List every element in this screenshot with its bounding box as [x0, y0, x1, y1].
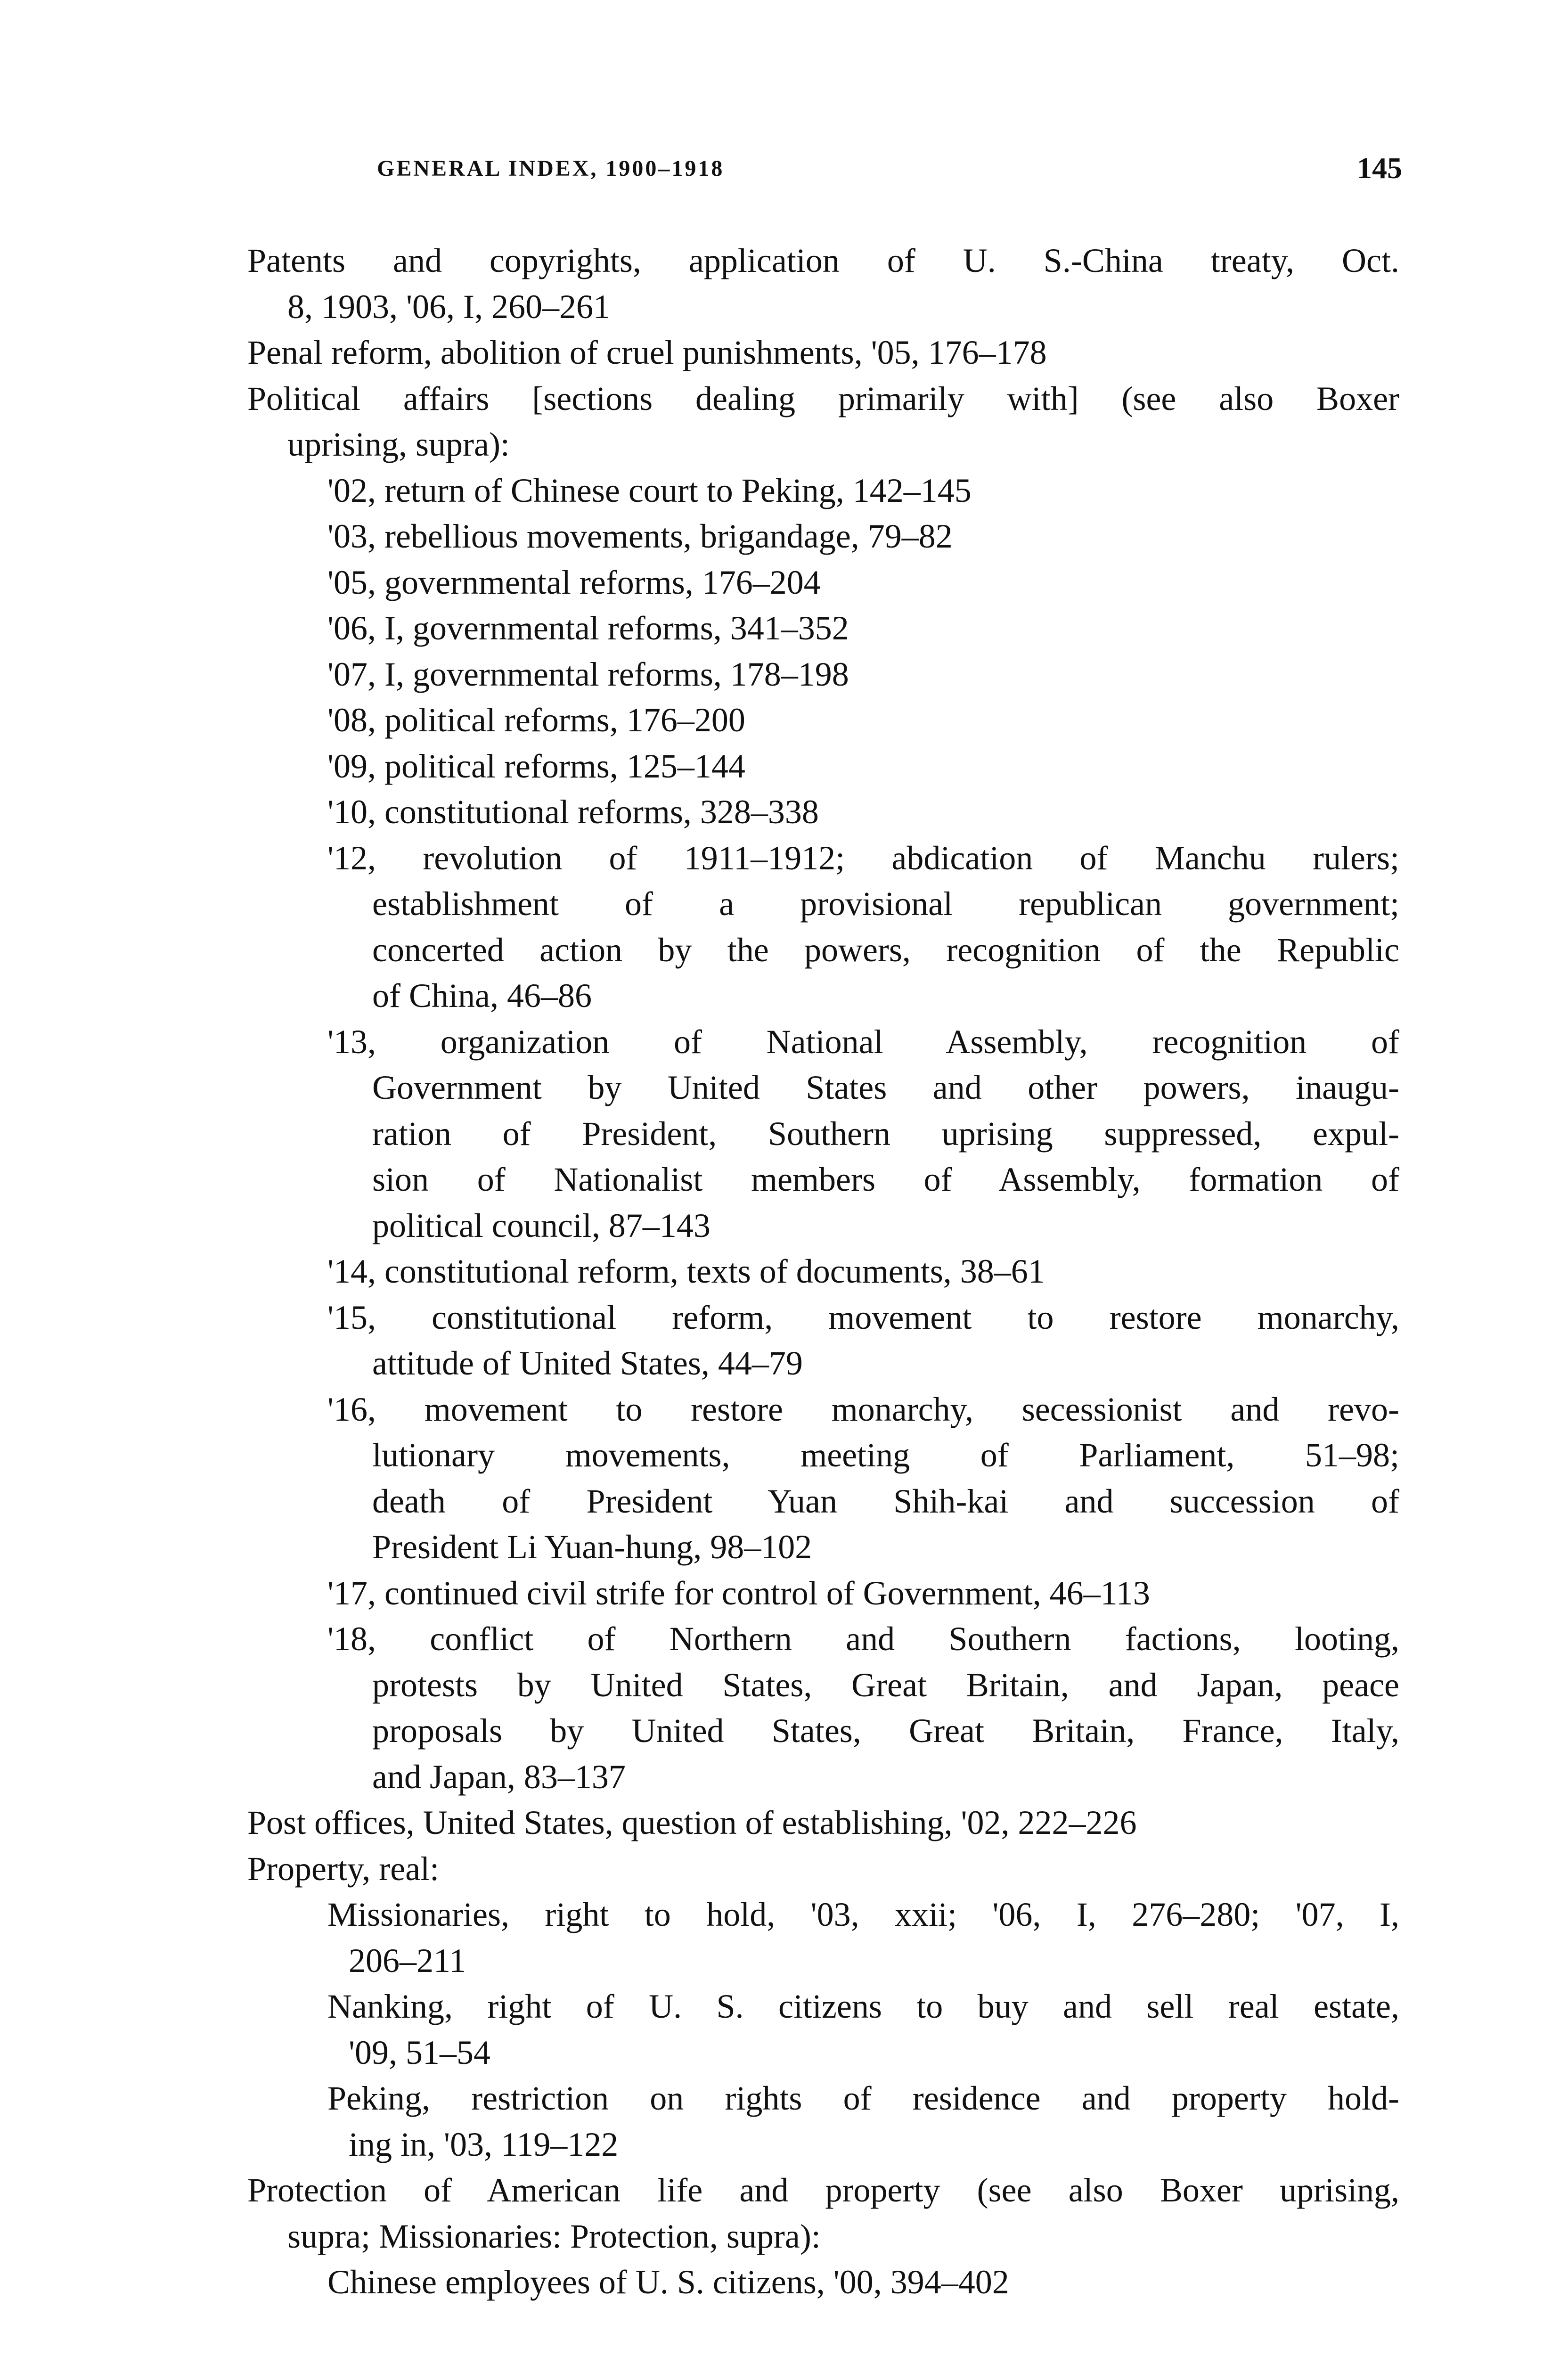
subentry-1906: '06, I, governmental reforms, 341–352: [327, 609, 849, 647]
subentry-missionaries-line-1: Missionaries, right to hold, '03, xxii; '06, I, 276–280; '07, I,: [327, 1896, 1399, 1933]
subentry-peking-line-2: ing in, '03, 119–122: [349, 2125, 619, 2163]
subentry-1917: '17, continued civil strife for control of Government, 46–113: [327, 1574, 1150, 1612]
entry-political-affairs-line-2: uprising, supra):: [287, 425, 510, 463]
subentry-1918-line-1: '18, conflict of Northern and Southern factions, looting,: [327, 1620, 1399, 1658]
running-head: GENERAL INDEX, 1900–1918: [377, 156, 725, 181]
subentry-nanking-line-2: '09, 51–54: [349, 2033, 490, 2071]
subentry-1914: '14, constitutional reform, texts of documents, 38–61: [327, 1252, 1045, 1290]
subentry-peking-line-1: Peking, restriction on rights of residence and property hold-: [327, 2079, 1399, 2117]
subentry-1918-line-3: proposals by United States, Great Britain, France, Italy,: [372, 1712, 1399, 1750]
entry-protection-line-2: supra; Missionaries: Protection, supra):: [287, 2217, 821, 2255]
subentry-1913-line-2: Government by United States and other powers, inaugu-: [372, 1069, 1399, 1106]
subentry-1915-line-2: attitude of United States, 44–79: [372, 1344, 803, 1382]
entry-patents-line-1: Patents and copyrights, application of U. S.-China treaty, Oct.: [247, 242, 1399, 279]
entry-patents-line-2: 8, 1903, '06, I, 260–261: [287, 287, 610, 326]
entry-protection-line-1: Protection of American life and property (see also Boxer uprising,: [247, 2171, 1399, 2209]
subentry-1916-line-2: lutionary movements, meeting of Parliament, 51–98;: [372, 1436, 1399, 1474]
subentry-1905: '05, governmental reforms, 176–204: [327, 563, 821, 601]
subentry-1916-line-3: death of President Yuan Shih-kai and succession of: [372, 1482, 1399, 1520]
subentry-nanking-line-1: Nanking, right of U. S. citizens to buy and sell real estate,: [327, 1988, 1399, 2025]
subentry-1913-line-5: political council, 87–143: [372, 1206, 710, 1244]
subentry-1913-line-3: ration of President, Southern uprising suppressed, expul-: [372, 1114, 1399, 1153]
subentry-1912-line-2: establishment of a provisional republican government;: [372, 885, 1399, 923]
index-entries: [247, 238, 1399, 2306]
subentry-1918-line-4: and Japan, 83–137: [372, 1758, 626, 1796]
subentry-1908: '08, political reforms, 176–200: [327, 701, 745, 739]
subentry-chinese-employees: Chinese employees of U. S. citizens, '00, 394–402: [327, 2263, 1009, 2301]
subentry-1916-line-1: '16, movement to restore monarchy, secessionist and revo-: [327, 1390, 1399, 1428]
page-number: 145: [1357, 151, 1402, 185]
subentry-1918-line-2: protests by United States, Great Britain, and Japan, peace: [372, 1666, 1399, 1704]
subentry-1916-line-4: President Li Yuan-hung, 98–102: [372, 1528, 812, 1566]
entry-political-affairs-line-1: Political affairs [sections dealing primarily with] (see also Boxer: [247, 379, 1399, 417]
subentry-1915-line-1: '15, constitutional reform, movement to restore monarchy,: [327, 1298, 1399, 1336]
subentry-1912-line-4: of China, 46–86: [372, 977, 592, 1014]
subentry-1913-line-4: sion of Nationalist members of Assembly, formation of: [372, 1161, 1399, 1198]
subentry-missionaries-line-2: 206–211: [349, 1941, 466, 1980]
subentry-1902: '02, return of Chinese court to Peking, 142–145: [327, 471, 972, 509]
subentry-1912-line-3: concerted action by the powers, recognition of the Republic: [372, 931, 1399, 969]
entry-property-real: Property, real:: [247, 1849, 440, 1888]
subentry-1907: '07, I, governmental reforms, 178–198: [327, 655, 849, 693]
entry-penal-reform: Penal reform, abolition of cruel punishments, '05, 176–178: [247, 334, 1047, 371]
subentry-1910: '10, constitutional reforms, 328–338: [327, 793, 819, 831]
subentry-1903: '03, rebellious movements, brigandage, 79–82: [327, 517, 953, 555]
entry-post-offices: Post offices, United States, question of establishing, '02, 222–226: [247, 1804, 1137, 1841]
subentry-1912-line-1: '12, revolution of 1911–1912; abdication of Manchu rulers;: [327, 839, 1399, 877]
subentry-1909: '09, political reforms, 125–144: [327, 747, 745, 785]
subentry-1913-line-1: '13, organization of National Assembly, recognition of: [327, 1023, 1399, 1061]
